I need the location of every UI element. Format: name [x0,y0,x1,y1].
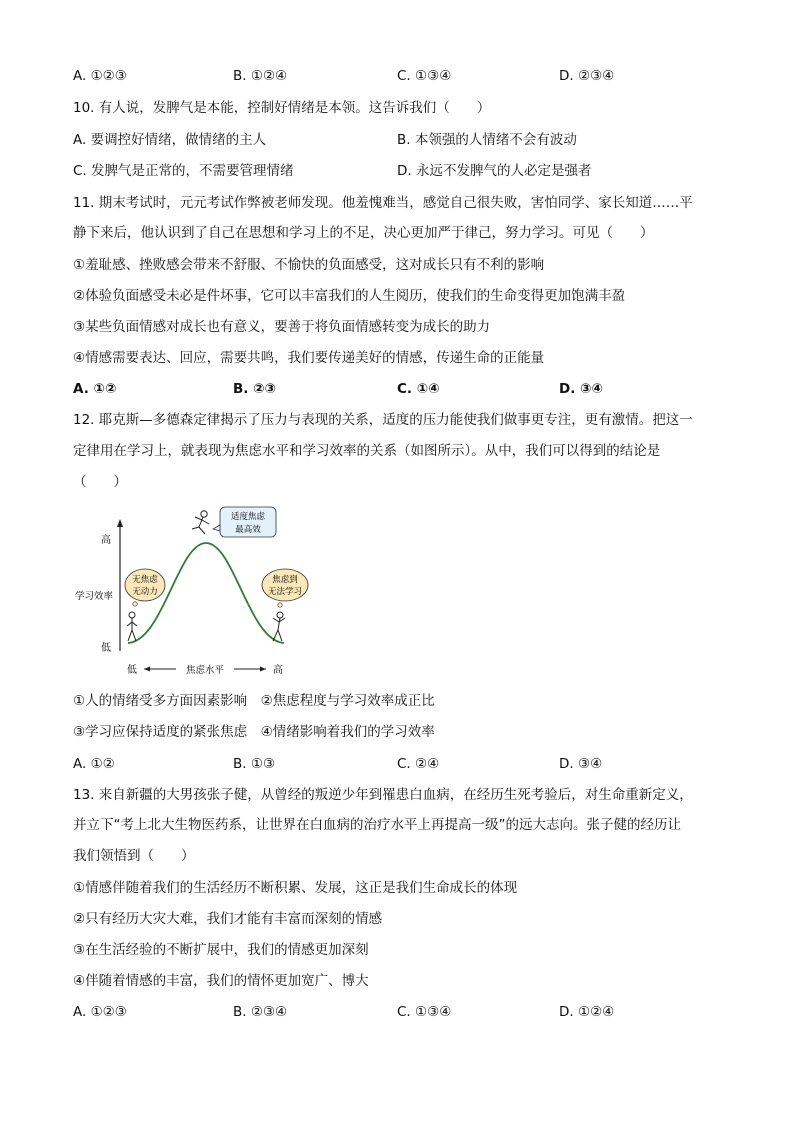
x-right-arrow-icon [260,667,266,672]
q11-option-d: D. ③④ [559,381,603,397]
q13-stem-line2: 并立下“考上北大生物医药系，让世界在白血病的治疗水平上再提高一级”的远大志向。张子健的经历让 [73,817,681,833]
y-high-label: 高 [101,535,111,546]
running-figure-icon [192,511,209,534]
q10-option-b: B. 本领强的人情绪不会有波动 [397,132,577,148]
q13-statement-3: ③在生活经验的不断扩展中，我们的情感更加深刻 [73,942,369,958]
q11-option-a: A. ①② [73,381,117,397]
q12-option-a: A. ①② [73,756,115,772]
y-low-label: 低 [101,643,111,654]
q13-option-d: D. ①②④ [559,1004,615,1020]
q10-option-a: A. 要调控好情绪，做情绪的主人 [73,132,267,148]
q9-option-c: C. ①③④ [397,68,452,84]
q11-option-c: C. ①④ [397,381,440,397]
left-bubble-line1: 无焦虑 [132,575,158,585]
q12-statements-line1: ①人的情绪受多方面因素影响 ②焦虑程度与学习效率成正比 [73,693,435,709]
q11-statement-3: ③某些负面情感对成长也有意义，要善于将负面情感转变为成长的助力 [73,319,491,335]
q10-stem: 10. 有人说，发脾气是本能，控制好情绪是本领。这告诉我们（ ） [73,100,491,116]
y-axis-label: 学习效率 [74,591,114,602]
q13-option-c: C. ①③④ [397,1004,452,1020]
q9-option-a: A. ①②③ [73,68,127,84]
q13-statement-2: ②只有经历大灾大难，我们才能有丰富而深刻的情感 [73,911,383,927]
q13-option-a: A. ①②③ [73,1004,127,1020]
left-bubble-line2: 无动力 [132,587,158,597]
q10-option-c: C. 发脾气是正常的，不需要管理情绪 [73,163,294,179]
x-left-arrow-icon [144,667,150,672]
q11-stem-line2: 静下来后，他认识到了自己在思想和学习上的不足，决心更加严于律己，努力学习。可见（ ） [73,225,654,241]
x-axis-label: 焦虑水平 [185,665,225,676]
x-low-label: 低 [127,665,137,676]
q12-option-b: B. ①③ [233,756,276,772]
top-bubble-line2: 最高效 [235,525,261,535]
x-high-label: 高 [273,665,283,676]
standing-figure-icon [127,612,137,641]
right-bubble-dot [278,603,282,607]
q11-statement-1: ①羞耻感、挫败感会带来不舒服、不愉快的负面感受，这对成长只有不利的影响 [73,257,545,273]
right-bubble-line1: 焦虑到 [272,575,298,585]
q9-option-b: B. ①②④ [233,68,288,84]
q12-option-c: C. ②④ [397,756,440,772]
q13-statement-4: ④伴随着情感的丰富，我们的情怀更加宽广、博大 [73,973,369,989]
q9-option-d: D. ②③④ [559,68,615,84]
q12-statements-line2: ③学习应保持适度的紧张焦虑 ④情绪影响着我们的学习效率 [73,724,435,740]
q13-stem-line3: 我们领悟到（ ） [73,848,195,864]
q11-statement-4: ④情感需要表达、回应，需要共鸣，我们要传递美好的情感，传递生命的正能量 [73,350,545,366]
q13-option-b: B. ②③④ [233,1004,288,1020]
q12-stem-line2: 定律用在学习上，就表现为焦虑水平和学习效率的关系（如图所示）。从中，我们可以得到的结论是 [73,443,661,459]
q12-stem-line1: 12. 耶克斯—多德森定律揭示了压力与表现的关系，适度的压力能使我们做事更专注，更有激情。把这一 [73,412,693,428]
q12-stem-line3: （ ） [73,474,127,490]
q13-stem-line1: 13. 来自新疆的大男孩张子健，从曾经的叛逆少年到罹患白血病，在经历生死考验后，对生命重新定义， [73,787,693,803]
anxiety-efficiency-figure [68,505,303,680]
y-axis-arrow-icon [117,519,123,527]
q11-statement-2: ②体验负面感受未必是件坏事，它可以丰富我们的人生阅历，使我们的生命变得更加饱满丰盈 [73,288,626,304]
q12-option-d: D. ③④ [559,756,603,772]
q11-stem-line1: 11. 期末考试时，元元考试作弊被老师发现。他羞愧难当，感觉自己很失败，害怕同学、家长知道……平 [73,195,693,211]
left-bubble-dot [133,602,137,606]
top-bubble-tail [213,525,220,531]
top-bubble-line1: 适度焦虑 [230,512,266,522]
q13-statement-1: ①情感伴随着我们的生活经历不断积累、发展，这正是我们生命成长的体现 [73,880,518,896]
right-bubble-line2: 无法学习 [267,587,303,597]
stressed-figure-icon [273,612,285,641]
q11-option-b: B. ②③ [233,381,276,397]
q10-option-d: D. 永远不发脾气的人必定是强者 [397,163,592,179]
